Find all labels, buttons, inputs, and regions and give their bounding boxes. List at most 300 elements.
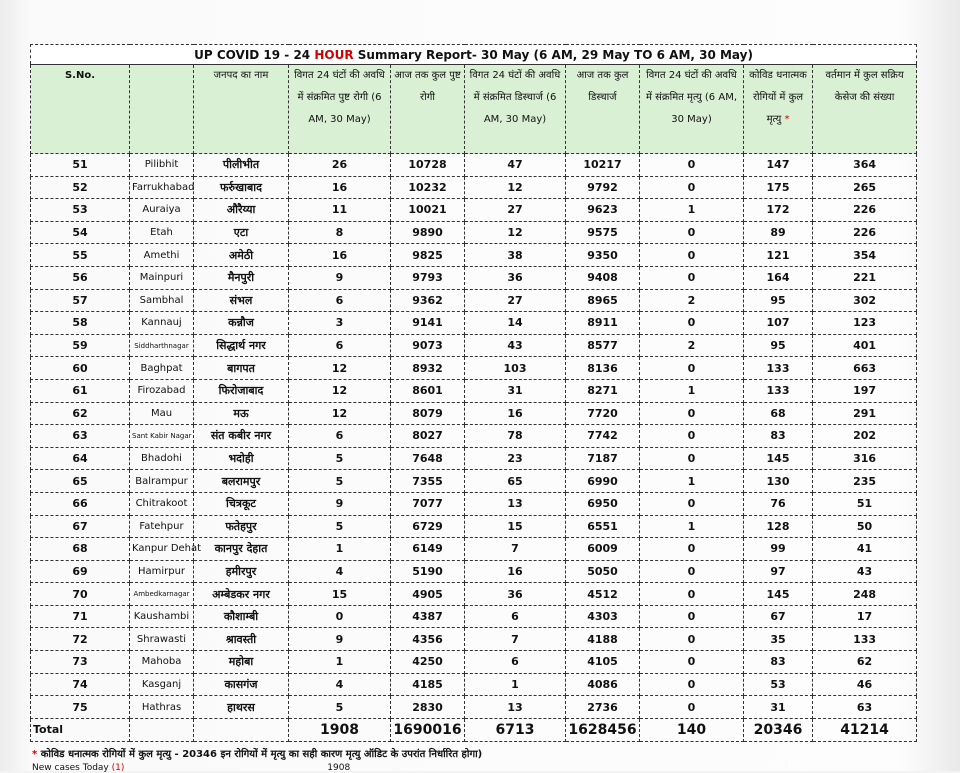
cell-district-hindi: चित्रकूट [194, 492, 289, 515]
cell-total-cases: 4387 [391, 605, 465, 628]
cell-sno: 51 [31, 154, 130, 177]
cell-discharged-24h: 27 [465, 199, 566, 222]
cell-sno: 52 [31, 176, 130, 199]
cell-discharged-24h: 36 [465, 583, 566, 606]
cell-total-deaths: 128 [744, 515, 813, 538]
cell-total-discharged: 7742 [566, 425, 640, 448]
total-new: 1908 [289, 718, 391, 741]
total-dis24: 6713 [465, 718, 566, 741]
cell-total-cases: 4905 [391, 583, 465, 606]
cell-discharged-24h: 12 [465, 221, 566, 244]
table-row [31, 673, 917, 696]
cell-new-cases: 16 [289, 244, 391, 267]
cell-new-cases: 26 [289, 154, 391, 177]
cell-discharged-24h: 14 [465, 312, 566, 335]
cell-district-hindi: महोबा [194, 651, 289, 674]
cell-deaths-24h: 2 [640, 334, 744, 357]
cell-district-english: Kasganj [130, 673, 194, 696]
cell-total-cases: 7077 [391, 492, 465, 515]
cell-deaths-24h: 0 [640, 605, 744, 628]
cell-district-english: Balrampur [130, 470, 194, 493]
cell-active-cases: 316 [813, 447, 917, 470]
cell-total-deaths: 97 [744, 560, 813, 583]
total-deaths: 20346 [744, 718, 813, 741]
cell-deaths-24h: 0 [640, 673, 744, 696]
total-empty-cell [130, 718, 194, 741]
cell-sno: 71 [31, 605, 130, 628]
cell-discharged-24h: 12 [465, 176, 566, 199]
footnote-text-b: इन रोगियों में मृत्यु का सही कारण मृत्यु ऑडिट के उपरांत निर्धारित होगा) [216, 749, 483, 760]
table-row [31, 538, 917, 561]
cell-deaths-24h: 0 [640, 696, 744, 719]
cell-total-deaths: 133 [744, 357, 813, 380]
cell-discharged-24h: 47 [465, 154, 566, 177]
col-header-total-discharged: आज तक कुल डिस्चार्ज [566, 65, 640, 154]
cell-active-cases: 202 [813, 425, 917, 448]
cell-total-discharged: 4188 [566, 628, 640, 651]
cell-new-cases: 3 [289, 312, 391, 335]
table-row [31, 425, 917, 448]
cell-total-cases: 7355 [391, 470, 465, 493]
cell-new-cases: 5 [289, 447, 391, 470]
report-title [31, 45, 917, 65]
cell-active-cases: 226 [813, 199, 917, 222]
cell-discharged-24h: 6 [465, 651, 566, 674]
cell-new-cases: 5 [289, 515, 391, 538]
cell-sno: 74 [31, 673, 130, 696]
cell-new-cases: 9 [289, 266, 391, 289]
cell-district-hindi: हमीरपुर [194, 560, 289, 583]
col-header-total-cases: आज तक कुल पुष्ट रोगी [391, 65, 465, 154]
cell-discharged-24h: 43 [465, 334, 566, 357]
cell-active-cases: 133 [813, 628, 917, 651]
cell-new-cases: 6 [289, 425, 391, 448]
col-header-total-deaths [744, 65, 813, 154]
cell-deaths-24h: 0 [640, 651, 744, 674]
col-header-deaths-24h: विगत 24 घंटों की अवधि में संक्रमित मृत्यु (6 AM, 30 May) [640, 65, 744, 154]
cell-sno: 67 [31, 515, 130, 538]
cell-deaths-24h: 1 [640, 470, 744, 493]
table-row [31, 492, 917, 515]
cell-district-hindi: फिरोजाबाद [194, 379, 289, 402]
cell-deaths-24h: 1 [640, 379, 744, 402]
cell-new-cases: 6 [289, 289, 391, 312]
cell-active-cases: 248 [813, 583, 917, 606]
cell-deaths-24h: 0 [640, 560, 744, 583]
table-row [31, 199, 917, 222]
cell-total-cases: 9141 [391, 312, 465, 335]
table-row [31, 583, 917, 606]
cell-district-english: Baghpat [130, 357, 194, 380]
cell-district-english: Mahoba [130, 651, 194, 674]
cell-total-cases: 8601 [391, 379, 465, 402]
cell-deaths-24h: 0 [640, 244, 744, 267]
summary-table [30, 44, 917, 742]
cell-discharged-24h: 27 [465, 289, 566, 312]
cell-total-cases: 5190 [391, 560, 465, 583]
cell-district-english: Farrukhabad [130, 176, 194, 199]
total-dis: 1628456 [566, 718, 640, 741]
cell-sno: 66 [31, 492, 130, 515]
col-header-discharged-24h: विगत 24 घंटों की अवधि में संक्रमित डिस्चार्ज (6 AM, 30 May) [465, 65, 566, 154]
cell-new-cases: 9 [289, 492, 391, 515]
cell-deaths-24h: 1 [640, 199, 744, 222]
total-row [31, 718, 917, 741]
cell-discharged-24h: 7 [465, 628, 566, 651]
cell-total-cases: 8027 [391, 425, 465, 448]
table-row [31, 605, 917, 628]
cell-deaths-24h: 0 [640, 492, 744, 515]
cell-new-cases: 12 [289, 357, 391, 380]
table-row [31, 221, 917, 244]
table-row [31, 176, 917, 199]
cell-deaths-24h: 0 [640, 221, 744, 244]
cell-new-cases: 8 [289, 221, 391, 244]
cell-sno: 60 [31, 357, 130, 380]
cell-district-hindi: बागपत [194, 357, 289, 380]
cell-total-cases: 9825 [391, 244, 465, 267]
cell-new-cases: 4 [289, 673, 391, 696]
cell-district-english: Pilibhit [130, 154, 194, 177]
cell-total-cases: 9890 [391, 221, 465, 244]
cell-active-cases: 291 [813, 402, 917, 425]
cell-new-cases: 16 [289, 176, 391, 199]
cell-total-deaths: 95 [744, 334, 813, 357]
cell-discharged-24h: 103 [465, 357, 566, 380]
cell-total-cases: 8079 [391, 402, 465, 425]
cell-district-english: Mau [130, 402, 194, 425]
cell-discharged-24h: 16 [465, 402, 566, 425]
cell-total-deaths: 76 [744, 492, 813, 515]
cell-discharged-24h: 6 [465, 605, 566, 628]
table-row [31, 651, 917, 674]
cell-district-english: Kaushambi [130, 605, 194, 628]
cell-total-cases: 6729 [391, 515, 465, 538]
cell-deaths-24h: 0 [640, 266, 744, 289]
cell-district-hindi: अमेठी [194, 244, 289, 267]
cell-sno: 73 [31, 651, 130, 674]
cell-sno: 54 [31, 221, 130, 244]
cell-total-discharged: 6950 [566, 492, 640, 515]
header-row [31, 65, 917, 154]
cell-active-cases: 51 [813, 492, 917, 515]
table-row [31, 470, 917, 493]
cell-district-english: Bhadohi [130, 447, 194, 470]
title-prefix: UP COVID 19 - 24 [194, 47, 315, 62]
cell-active-cases: 663 [813, 357, 917, 380]
death-marker: * [784, 114, 790, 125]
cell-discharged-24h: 78 [465, 425, 566, 448]
cell-sno: 69 [31, 560, 130, 583]
table-row [31, 289, 917, 312]
cell-deaths-24h: 0 [640, 538, 744, 561]
total-d24: 140 [640, 718, 744, 741]
cell-total-deaths: 83 [744, 425, 813, 448]
table-row [31, 628, 917, 651]
cell-district-english: Chitrakoot [130, 492, 194, 515]
cell-district-hindi: मैनपुरी [194, 266, 289, 289]
cell-new-cases: 12 [289, 402, 391, 425]
cell-sno: 70 [31, 583, 130, 606]
cell-total-discharged: 8271 [566, 379, 640, 402]
cell-district-hindi: सिद्धार्थ नगर [194, 334, 289, 357]
cell-district-english: Amethi [130, 244, 194, 267]
cell-sno: 58 [31, 312, 130, 335]
cell-total-discharged: 4303 [566, 605, 640, 628]
cell-active-cases: 63 [813, 696, 917, 719]
cell-total-deaths: 107 [744, 312, 813, 335]
total-active: 41214 [813, 718, 917, 741]
cell-deaths-24h: 0 [640, 628, 744, 651]
cell-new-cases: 1 [289, 538, 391, 561]
cell-district-hindi: कानपुर देहात [194, 538, 289, 561]
table-row [31, 560, 917, 583]
title-suffix: Summary Report- 30 May (6 AM, 29 May TO 6 AM, 30 May) [353, 47, 753, 62]
cell-sno: 53 [31, 199, 130, 222]
cell-discharged-24h: 13 [465, 696, 566, 719]
cell-deaths-24h: 0 [640, 176, 744, 199]
cell-sno: 57 [31, 289, 130, 312]
cell-total-discharged: 9623 [566, 199, 640, 222]
cell-district-hindi: औरैय्या [194, 199, 289, 222]
cell-active-cases: 235 [813, 470, 917, 493]
cell-active-cases: 46 [813, 673, 917, 696]
footnote-star: * [32, 749, 38, 760]
cell-district-english: Sambhal [130, 289, 194, 312]
cell-total-discharged: 8136 [566, 357, 640, 380]
cell-district-hindi: फर्रुखाबाद [194, 176, 289, 199]
cell-total-discharged: 4086 [566, 673, 640, 696]
cell-total-discharged: 4105 [566, 651, 640, 674]
cell-total-cases: 8932 [391, 357, 465, 380]
cell-discharged-24h: 36 [465, 266, 566, 289]
cell-active-cases: 43 [813, 560, 917, 583]
cell-total-discharged: 6990 [566, 470, 640, 493]
cell-total-deaths: 83 [744, 651, 813, 674]
footnote-new-cases [32, 763, 350, 773]
cell-sno: 61 [31, 379, 130, 402]
col-header-english-name [130, 65, 194, 154]
col-header-active-cases: वर्तमान में कुल सक्रिय केसेज की संख्या [813, 65, 917, 154]
cell-sno: 55 [31, 244, 130, 267]
cell-total-discharged: 8965 [566, 289, 640, 312]
cell-discharged-24h: 15 [465, 515, 566, 538]
cell-deaths-24h: 0 [640, 154, 744, 177]
cell-total-cases: 2830 [391, 696, 465, 719]
cell-total-discharged: 8577 [566, 334, 640, 357]
cell-district-english: Hathras [130, 696, 194, 719]
cell-total-deaths: 145 [744, 583, 813, 606]
cell-new-cases: 5 [289, 696, 391, 719]
cell-total-discharged: 4512 [566, 583, 640, 606]
cell-total-deaths: 35 [744, 628, 813, 651]
cell-active-cases: 265 [813, 176, 917, 199]
table-row [31, 696, 917, 719]
cell-district-english: Kanpur Dehat [130, 538, 194, 561]
total-label: Total [31, 718, 130, 741]
cell-discharged-24h: 38 [465, 244, 566, 267]
table-row [31, 515, 917, 538]
cell-sno: 62 [31, 402, 130, 425]
cell-deaths-24h: 0 [640, 357, 744, 380]
cell-district-hindi: हाथरस [194, 696, 289, 719]
cell-total-cases: 10232 [391, 176, 465, 199]
cell-district-hindi: कन्नौज [194, 312, 289, 335]
cell-discharged-24h: 7 [465, 538, 566, 561]
cell-new-cases: 11 [289, 199, 391, 222]
cell-total-deaths: 147 [744, 154, 813, 177]
cell-sno: 68 [31, 538, 130, 561]
cell-total-deaths: 172 [744, 199, 813, 222]
cell-total-discharged: 9792 [566, 176, 640, 199]
cell-district-english: Auraiya [130, 199, 194, 222]
table-row [31, 334, 917, 357]
cell-deaths-24h: 0 [640, 583, 744, 606]
table-row [31, 312, 917, 335]
cell-total-discharged: 10217 [566, 154, 640, 177]
cell-new-cases: 4 [289, 560, 391, 583]
cell-total-deaths: 121 [744, 244, 813, 267]
cell-total-deaths: 53 [744, 673, 813, 696]
cell-total-cases: 4185 [391, 673, 465, 696]
cell-active-cases: 41 [813, 538, 917, 561]
cell-sno: 65 [31, 470, 130, 493]
cell-new-cases: 1 [289, 651, 391, 674]
cell-total-deaths: 130 [744, 470, 813, 493]
cell-district-hindi: कासगंज [194, 673, 289, 696]
cell-active-cases: 123 [813, 312, 917, 335]
cell-deaths-24h: 2 [640, 289, 744, 312]
cell-total-cases: 9793 [391, 266, 465, 289]
footnote-new-cases-marker: (1) [111, 763, 125, 773]
cell-total-discharged: 6551 [566, 515, 640, 538]
cell-discharged-24h: 31 [465, 379, 566, 402]
footnote [32, 746, 482, 760]
cell-deaths-24h: 1 [640, 515, 744, 538]
cell-district-hindi: अम्बेडकर नगर [194, 583, 289, 606]
footnote-text-a: कोविड धनात्मक रोगियों में कुल मृत्यु - [37, 749, 183, 760]
cell-new-cases: 12 [289, 379, 391, 402]
cell-deaths-24h: 0 [640, 425, 744, 448]
cell-total-discharged: 9408 [566, 266, 640, 289]
table-row [31, 266, 917, 289]
table-row [31, 447, 917, 470]
col-header-sno: S.No. [31, 65, 130, 154]
table-row [31, 402, 917, 425]
cell-total-deaths: 133 [744, 379, 813, 402]
cell-total-deaths: 145 [744, 447, 813, 470]
cell-discharged-24h: 65 [465, 470, 566, 493]
cell-active-cases: 401 [813, 334, 917, 357]
col-header-new-cases: विगत 24 घंटों की अवधि में संक्रमित पुष्ट रोगी (6 AM, 30 May) [289, 65, 391, 154]
cell-district-english: Fatehpur [130, 515, 194, 538]
cell-total-cases: 7648 [391, 447, 465, 470]
footnote-new-cases-label: New cases Today [32, 763, 109, 773]
cell-active-cases: 197 [813, 379, 917, 402]
cell-district-english: Siddharthnagar [130, 334, 194, 357]
cell-total-cases: 4250 [391, 651, 465, 674]
cell-total-cases: 10021 [391, 199, 465, 222]
cell-active-cases: 302 [813, 289, 917, 312]
cell-total-deaths: 175 [744, 176, 813, 199]
cell-total-cases: 10728 [391, 154, 465, 177]
cell-active-cases: 17 [813, 605, 917, 628]
cell-total-deaths: 95 [744, 289, 813, 312]
cell-active-cases: 221 [813, 266, 917, 289]
cell-district-hindi: भदोही [194, 447, 289, 470]
cell-new-cases: 15 [289, 583, 391, 606]
cell-total-discharged: 9350 [566, 244, 640, 267]
cell-new-cases: 0 [289, 605, 391, 628]
cell-active-cases: 226 [813, 221, 917, 244]
cell-sno: 63 [31, 425, 130, 448]
cell-district-english: Shrawasti [130, 628, 194, 651]
cell-active-cases: 364 [813, 154, 917, 177]
cell-total-cases: 6149 [391, 538, 465, 561]
footnote-new-cases-value: 1908 [327, 763, 351, 773]
cell-district-english: Ambedkarnagar [130, 583, 194, 606]
cell-total-deaths: 89 [744, 221, 813, 244]
cell-total-deaths: 31 [744, 696, 813, 719]
cell-district-hindi: कौशाम्बी [194, 605, 289, 628]
cell-total-discharged: 2736 [566, 696, 640, 719]
cell-new-cases: 5 [289, 470, 391, 493]
cell-total-discharged: 8911 [566, 312, 640, 335]
cell-sno: 59 [31, 334, 130, 357]
col-header-total-deaths-label: कोविड धनात्मक रोगियों में कुल मृत्यु [749, 70, 807, 125]
cell-total-discharged: 5050 [566, 560, 640, 583]
cell-discharged-24h: 23 [465, 447, 566, 470]
cell-district-hindi: संत कबीर नगर [194, 425, 289, 448]
cell-deaths-24h: 0 [640, 402, 744, 425]
total-total: 1690016 [391, 718, 465, 741]
cell-active-cases: 354 [813, 244, 917, 267]
cell-active-cases: 62 [813, 651, 917, 674]
table-row [31, 379, 917, 402]
cell-active-cases: 50 [813, 515, 917, 538]
cell-district-hindi: एटा [194, 221, 289, 244]
cell-total-cases: 9362 [391, 289, 465, 312]
cell-total-discharged: 9575 [566, 221, 640, 244]
cell-district-english: Firozabad [130, 379, 194, 402]
cell-total-deaths: 99 [744, 538, 813, 561]
cell-total-cases: 9073 [391, 334, 465, 357]
cell-district-hindi: मऊ [194, 402, 289, 425]
cell-sno: 75 [31, 696, 130, 719]
table-row [31, 244, 917, 267]
total-empty-cell [194, 718, 289, 741]
cell-new-cases: 6 [289, 334, 391, 357]
cell-discharged-24h: 13 [465, 492, 566, 515]
col-header-district: जनपद का नाम [194, 65, 289, 154]
cell-district-english: Mainpuri [130, 266, 194, 289]
cell-total-discharged: 7720 [566, 402, 640, 425]
title-row [31, 45, 917, 65]
cell-district-english: Kannauj [130, 312, 194, 335]
cell-discharged-24h: 1 [465, 673, 566, 696]
cell-total-deaths: 164 [744, 266, 813, 289]
cell-new-cases: 9 [289, 628, 391, 651]
cell-total-deaths: 67 [744, 605, 813, 628]
cell-district-english: Etah [130, 221, 194, 244]
cell-district-hindi: फतेहपुर [194, 515, 289, 538]
cell-district-hindi: श्रावस्ती [194, 628, 289, 651]
cell-district-english: Sant Kabir Nagar [130, 425, 194, 448]
cell-sno: 56 [31, 266, 130, 289]
cell-district-hindi: पीलीभीत [194, 154, 289, 177]
table-row [31, 154, 917, 177]
cell-discharged-24h: 16 [465, 560, 566, 583]
